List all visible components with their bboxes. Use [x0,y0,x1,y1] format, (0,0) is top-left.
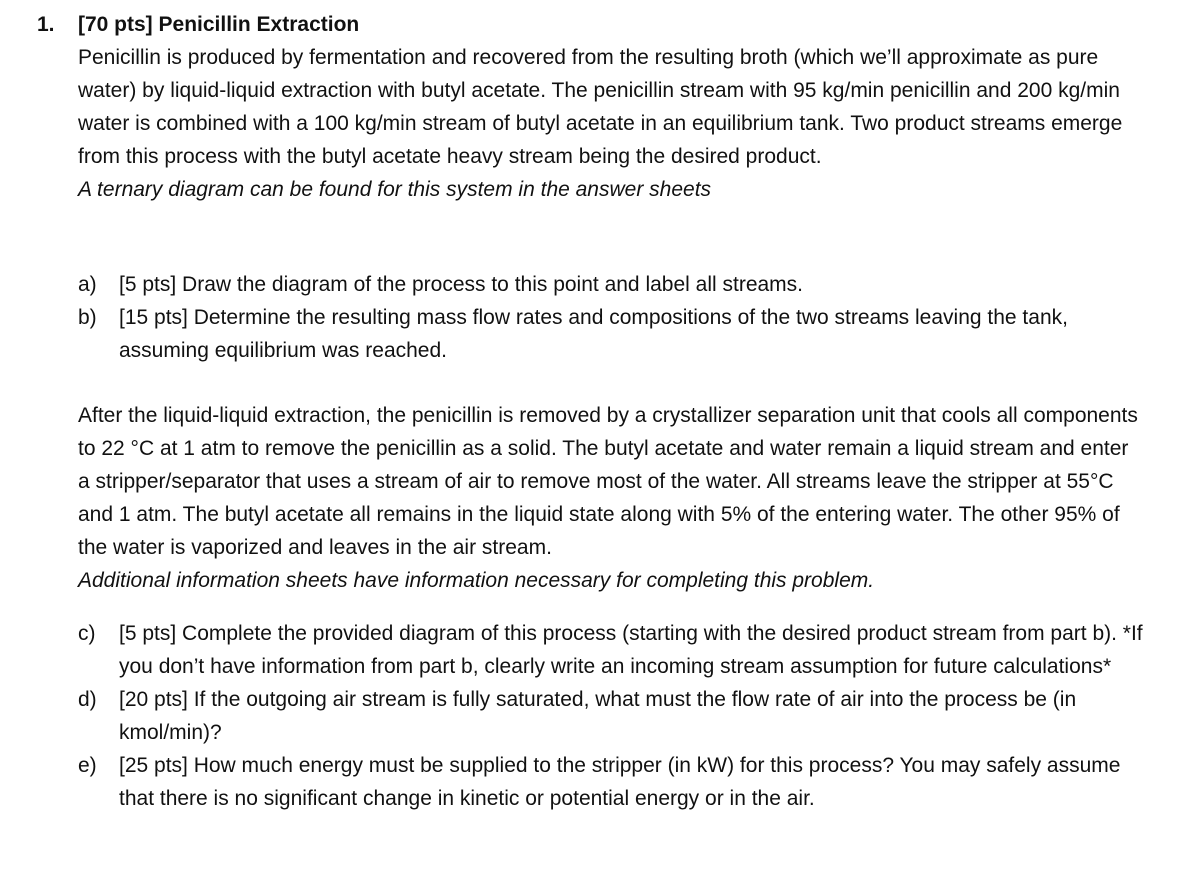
part-d-text: [20 pts] If the outgoing air stream is fully saturated, what must the flow rate of air into the process be (in kmol/min)? [119,688,1077,744]
part-d [78,683,1158,749]
intro-text: Penicillin is produced by fermentation and recovered from the resulting broth (which we’ll approximate as pure water) by liquid-liquid extraction with butyl acetate. The penicillin stream with 95 kg/min penicillin and 200 kg/min water is combined with a 100 kg/min stream of butyl acetate in an equilibrium tank. Two product streams emerge from this process with the butyl acetate heavy stream being the desired product. [78,46,1123,168]
part-e-label: e) [78,754,97,777]
second-note: Additional information sheets have information necessary for completing this problem. [78,569,875,592]
part-c-text: [5 pts] Complete the provided diagram of this process (starting with the desired product stream from part b). *If you don’t have information from part b, clearly write an incoming stream assumption for future calculations* [119,622,1143,678]
question-title: [70 pts] Penicillin Extraction [78,13,360,36]
part-d-label: d) [78,688,97,711]
part-e-text: [25 pts] How much energy must be supplied to the stripper (in kW) for this process? You may safely assume that there is no significant change in kinetic or potential energy or in the air. [119,754,1121,810]
part-c [78,617,1158,683]
question-number: 1. [37,13,55,36]
part-a-label: a) [78,273,97,296]
part-c-label: c) [78,622,96,645]
part-e [78,749,1158,815]
question-heading [37,10,359,40]
part-a-text: [5 pts] Draw the diagram of the process to this point and label all streams. [119,273,804,296]
part-b-text: [15 pts] Determine the resulting mass flow rates and compositions of the two streams leaving the tank, assuming equilibrium was reached. [119,306,1068,362]
part-b [78,301,1158,367]
parts-a-b-list [78,268,1158,367]
second-text: After the liquid-liquid extraction, the penicillin is removed by a crystallizer separation unit that cools all components to 22 °C at 1 atm to remove the penicillin as a solid. The butyl acetate and water remain a liquid stream and enter a stripper/separator that uses a stream of air to remove most of the water. All streams leave the stripper at 55°C and 1 atm. The butyl acetate all remains in the liquid state along with 5% of the entering water. The other 95% of the water is vaporized and leaves in the air stream. [78,404,1138,559]
parts-c-e-list [78,617,1158,815]
second-paragraph [78,399,1138,597]
intro-note: A ternary diagram can be found for this system in the answer sheets [78,178,712,201]
part-b-label: b) [78,306,97,329]
intro-paragraph [78,41,1138,206]
part-a [78,268,1158,301]
